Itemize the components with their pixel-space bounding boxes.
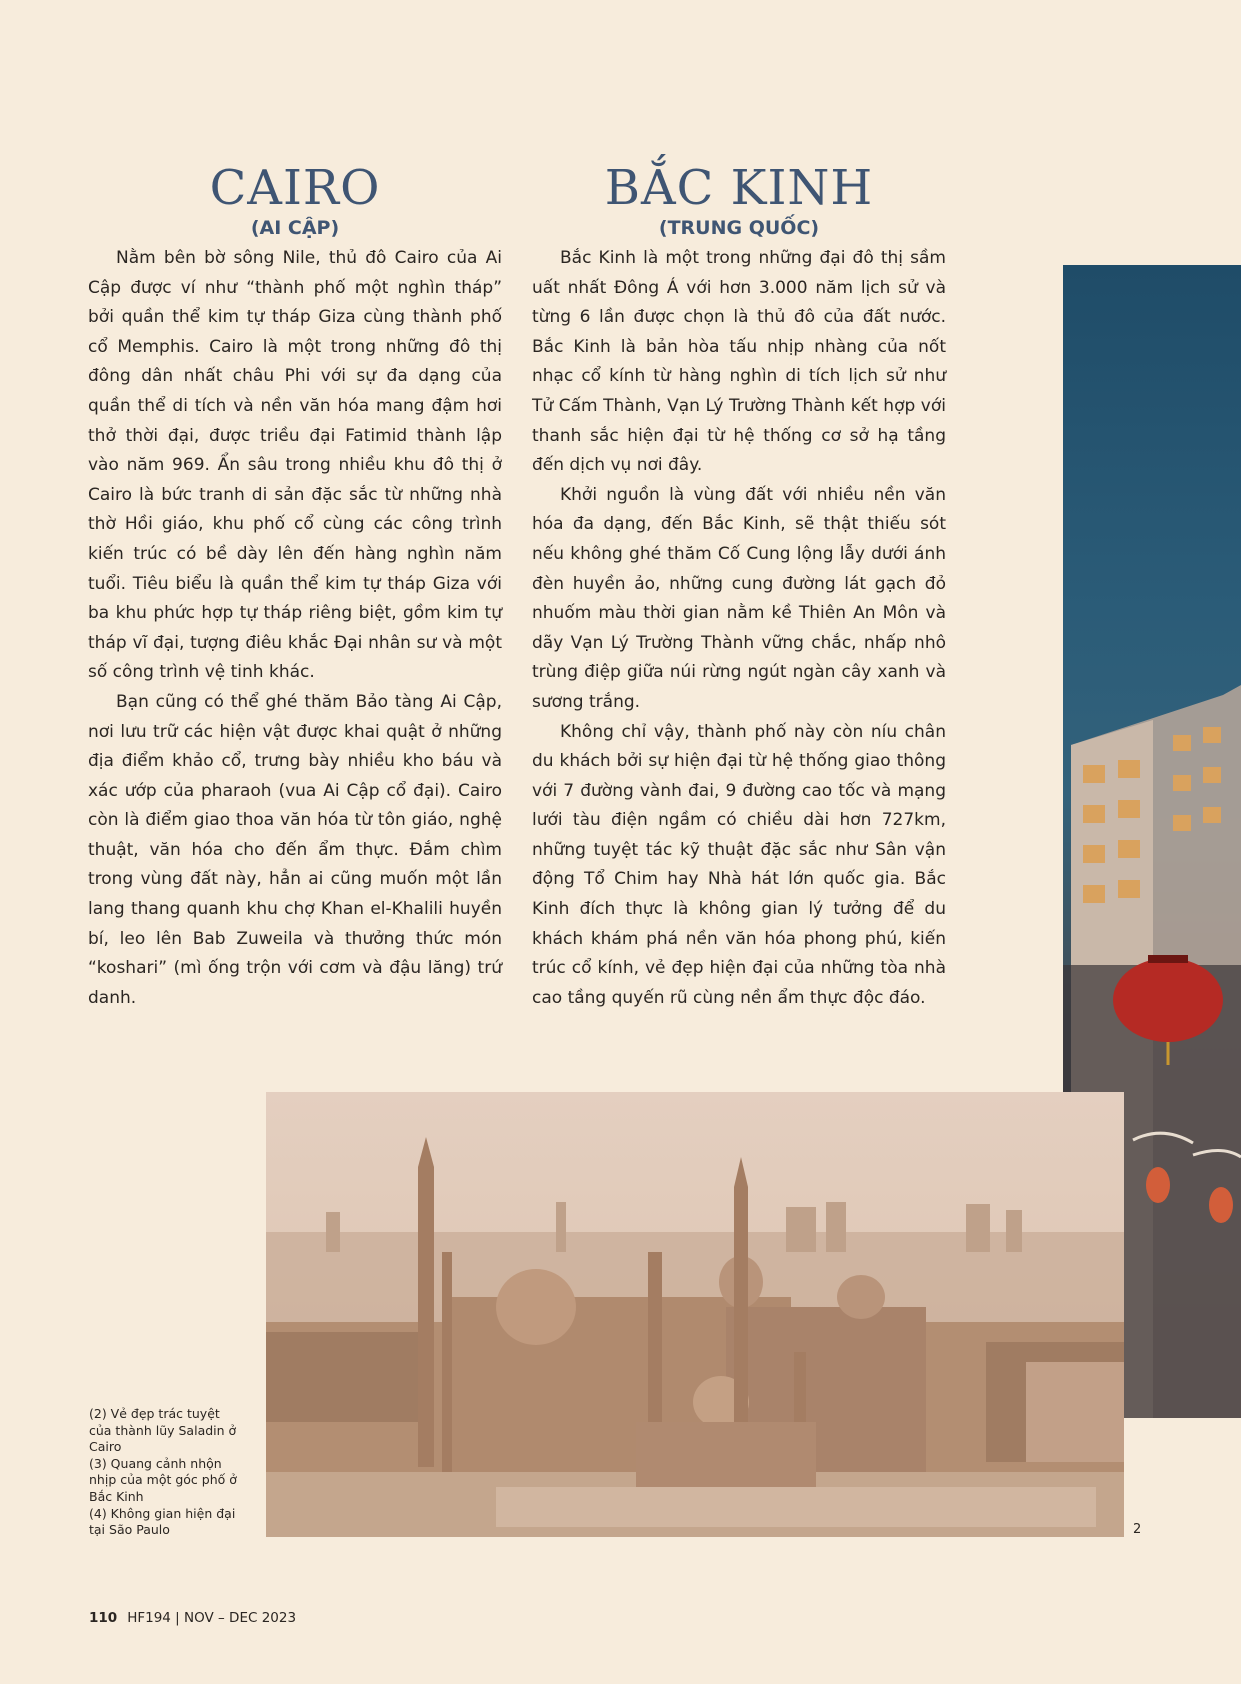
beijing-title: BẮC KINH [604,160,874,216]
cairo-country: (AI CẬP) [250,217,340,239]
beijing-paragraph-2: Khởi nguồn là vùng đất với nhiều nền văn hóa đa dạng, đến Bắc Kinh, sẽ thật thiếu sót nếu không ghé thăm Cố Cung lộng lẫy dưới ánh đèn huyền ảo, những cung đường lát gạch đỏ nhuốm màu thời gian nằm kề Thiên An Môn và dãy Vạn Lý Trường Thành vững chắc, nhấp nhô trùng điệp giữa núi rừng ngút ngàn cây xanh và sương trắng. [532,484,946,712]
caption-3: (3) Quang cảnh nhộn nhịp của một góc phố ở Bắc Kinh [89,1455,237,1504]
issue-label: HF194 | NOV – DEC 2023 [127,1610,297,1626]
page-number: 110 [89,1610,118,1626]
beijing-paragraph-3: Không chỉ vậy, thành phố này còn níu chân du khách bởi sự hiện đại từ hệ thống giao thông với 7 đường vành đai, 9 đường cao tốc và mạng lưới tàu điện ngầm có chiều dài hơn 727km, những tuyệt tác kỹ thuật đặc sắc như Sân vận động Tổ Chim hay Nhà hát lớn quốc gia. Bắc Kinh đích thực là không gian lý tưởng để du khách khám phá nền văn hóa phong phú, kiến trúc cổ kính, vẻ đẹp hiện đại của những tòa nhà cao tầng quyến rũ cùng nền ẩm thực độc đáo. [532,721,946,1008]
cairo-citadel-photo [266,1092,1124,1537]
beijing-paragraph-1: Bắc Kinh là một trong những đại đô thị sầm uất nhất Đông Á với hơn 3.000 năm lịch sử và từng 6 lần được chọn là thủ đô của đất nước. Bắc Kinh là bản hòa tấu nhịp nhàng của nốt nhạc cổ kính từ hàng nghìn di tích lịch sử như Tử Cấm Thành, Vạn Lý Trường Thành kết hợp với thanh sắc hiện đại từ hệ thống cơ sở hạ tầng đến dịch vụ nơi đây. [532,248,946,476]
image-number: 2 [1133,1522,1142,1537]
beijing-article [532,160,946,1013]
beijing-country: (TRUNG QUỐC) [658,217,820,239]
caption-4: (4) Không gian hiện đại tại São Paulo [89,1505,236,1538]
caption-2: (2) Vẻ đẹp trác tuyệt của thành lũy Saladin ở Cairo [89,1406,237,1455]
page-footer [89,1610,296,1626]
cairo-paragraph-2: Bạn cũng có thể ghé thăm Bảo tàng Ai Cập, nơi lưu trữ các hiện vật được khai quật ở những địa điểm khảo cổ, trưng bày nhiều kho báu và xác ướp của pharaoh (vua Ai Cập cổ đại). Cairo còn là điểm giao thoa văn hóa từ tôn giáo, nghệ thuật, văn hóa cho đến ẩm thực. Đắm chìm trong vùng đất này, hẳn ai cũng muốn một lần lang thang quanh khu chợ Khan el-Khalili huyền bí, leo lên Bab Zuweila và thưởng thức món “koshari” (mì ống trộn với cơm và đậu lăng) trứ danh. [88,691,502,1008]
cairo-title: CAIRO [209,160,381,216]
cairo-article [88,160,502,1013]
cairo-paragraph-1: Nằm bên bờ sông Nile, thủ đô Cairo của Ai Cập được ví như “thành phố một nghìn tháp” bởi quần thể kim tự tháp Giza cùng thành phố cổ Memphis. Cairo là một trong những đô thị đông dân nhất châu Phi với sự đa dạng của quần thể di tích và nền văn hóa mang đậm hơi thở thời đại, được triều đại Fatimid thành lập vào năm 969. Ẩn sâu trong nhiều khu đô thị ở Cairo là bức tranh di sản đặc sắc từ những nhà thờ Hồi giáo, khu phố cổ cùng các công trình kiến trúc có bề dày lên đến hàng nghìn năm tuổi. Tiêu biểu là quần thể kim tự tháp Giza với ba khu phức hợp tự tháp riêng biệt, gồm kim tự tháp vĩ đại, tượng điêu khắc Đại nhân sư và một số công trình vệ tinh khác. [88,248,502,683]
photo-captions [89,1406,239,1539]
